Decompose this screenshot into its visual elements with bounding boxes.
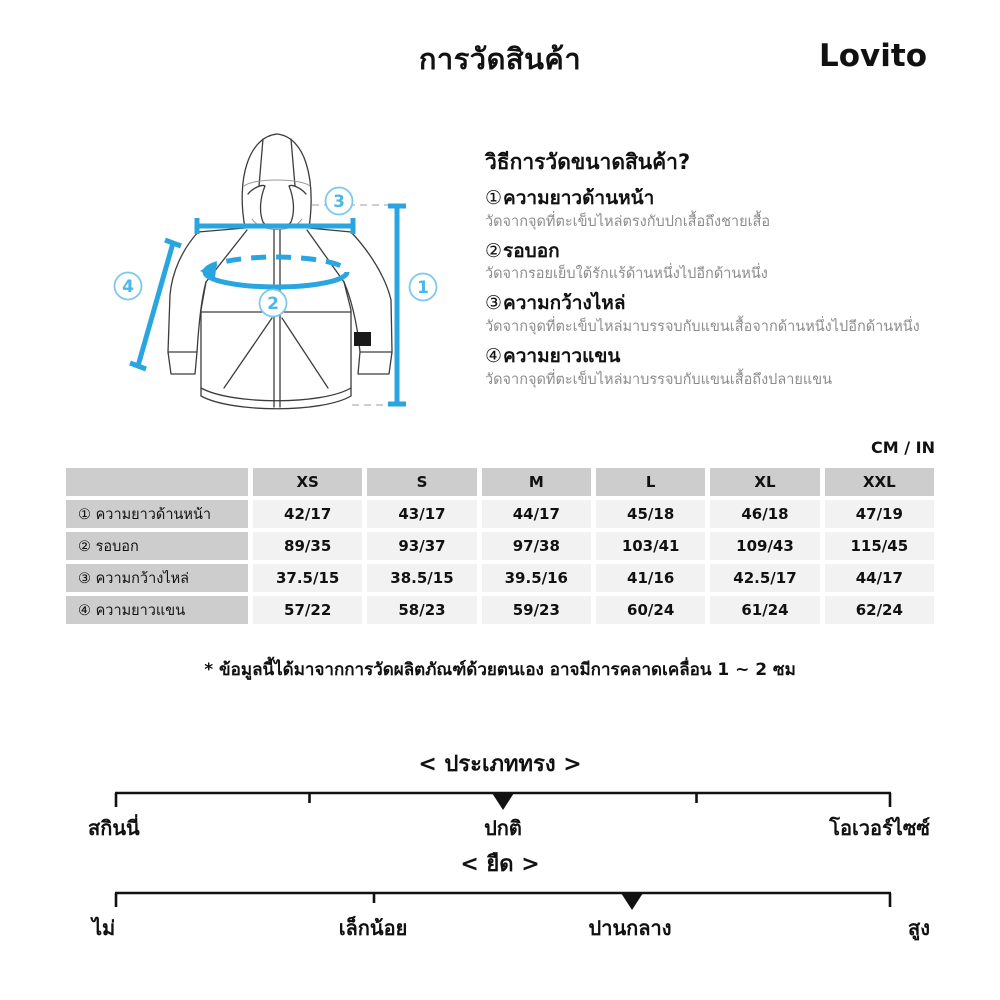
instruction-desc: วัดจากจุดที่ตะเข็บไหล่มาบรรจบกับแขนเสื้อจากด้านหนึ่งไปอีกด้านหนึ่ง — [485, 318, 920, 335]
size-value: 109/43 — [710, 532, 819, 560]
size-value: 42.5/17 — [710, 564, 819, 592]
size-value: 46/18 — [710, 500, 819, 528]
measurement-disclaimer-note: * ข้อมูลนี้ได้มาจากการวัดผลิตภัณฑ์ด้วยตนเอง อาจมีการคลาดเคลื่อน 1 ~ 2 ซม — [204, 660, 796, 680]
instruction-item-1 — [485, 187, 935, 232]
extension-dashed-lines — [312, 205, 399, 405]
fit-marker — [492, 793, 514, 810]
measure-marker-2 — [260, 290, 287, 317]
fit-label-regular: ปกติ — [484, 816, 522, 840]
size-column-header: S — [367, 468, 476, 496]
fit-label-skinny: สกินนี่ — [88, 816, 140, 840]
size-value: 62/24 — [825, 596, 934, 624]
stretch-label-high: สูง — [908, 916, 930, 940]
size-value: 45/18 — [596, 500, 705, 528]
stretch-label-slight: เล็กน้อย — [338, 916, 408, 940]
size-value: 43/17 — [367, 500, 476, 528]
instruction-title: ②รอบอก — [485, 239, 560, 262]
row-label: ② รอบอก — [66, 532, 248, 560]
jacket-measurement-diagram — [95, 110, 475, 450]
stretch-scale-title: < ยืด > — [460, 852, 540, 877]
size-value: 93/37 — [367, 532, 476, 560]
svg-text:2: 2 — [267, 294, 279, 314]
stretch-scale-axis — [113, 890, 893, 916]
row-label: ④ ความยาวแขน — [66, 596, 248, 624]
svg-text:1: 1 — [417, 278, 429, 298]
measure-marker-4 — [115, 273, 142, 300]
page-title: การวัดสินค้า — [418, 42, 582, 76]
size-value: 115/45 — [825, 532, 934, 560]
chest-measure-ellipse — [205, 257, 347, 287]
instruction-title: ③ความกว้างไหล่ — [485, 292, 626, 315]
size-value: 60/24 — [596, 596, 705, 624]
size-value: 61/24 — [710, 596, 819, 624]
stretch-label-none: ไม่ — [92, 916, 116, 940]
size-value: 97/38 — [482, 532, 591, 560]
instruction-title: ④ความยาวแขน — [485, 344, 621, 367]
size-column-header: XS — [253, 468, 362, 496]
size-column-header: M — [482, 468, 591, 496]
circled-number: ④ — [485, 344, 503, 367]
size-value: 57/22 — [253, 596, 362, 624]
table-row-sleeve-length — [66, 596, 934, 624]
size-value: 58/23 — [367, 596, 476, 624]
fit-label-oversize: โอเวอร์ไซซ์ — [829, 816, 930, 840]
circled-number: ① — [485, 187, 503, 209]
measure-marker-3 — [326, 188, 353, 215]
size-value: 44/17 — [825, 564, 934, 592]
measure-marker-1 — [410, 274, 437, 301]
table-row-front-length — [66, 500, 934, 528]
table-row-shoulder-width — [66, 564, 934, 592]
fit-scale-title: < ประเภททรง > — [418, 752, 582, 777]
size-value: 59/23 — [482, 596, 591, 624]
instruction-title: ①ความยาวด้านหน้า — [485, 187, 655, 209]
size-value: 41/16 — [596, 564, 705, 592]
size-value: 39.5/16 — [482, 564, 591, 592]
size-value: 103/41 — [596, 532, 705, 560]
shoulder-measure-line — [197, 218, 353, 234]
svg-text:4: 4 — [122, 277, 134, 297]
sleeve-measure-line — [130, 240, 181, 369]
instruction-desc: วัดจากจุดที่ตะเข็บไหล่มาบรรจบกับแขนเสื้อถึงปลายแขน — [485, 371, 833, 388]
measure-instructions — [485, 146, 935, 389]
size-table-header-row — [66, 468, 934, 496]
instruction-item-4 — [485, 345, 935, 390]
size-value: 89/35 — [253, 532, 362, 560]
brand-logo: Lovito — [818, 38, 927, 74]
row-label: ① ความยาวด้านหน้า — [66, 500, 248, 528]
size-value: 47/19 — [825, 500, 934, 528]
size-value: 38.5/15 — [367, 564, 476, 592]
size-column-header: XXL — [825, 468, 934, 496]
units-label: CM / IN — [871, 438, 935, 457]
svg-text:3: 3 — [333, 192, 345, 212]
stretch-marker — [621, 893, 643, 910]
size-value: 37.5/15 — [253, 564, 362, 592]
table-row-chest — [66, 532, 934, 560]
size-column-header: L — [596, 468, 705, 496]
instruction-desc: วัดจากจุดที่ตะเข็บไหล่ตรงกับปกเสื้อถึงชายเสื้อ — [485, 213, 771, 230]
instruction-desc: วัดจากรอยเย็บใต้รักแร้ด้านหนึ่งไปอีกด้านหนึ่ง — [485, 266, 768, 283]
size-value: 44/17 — [482, 500, 591, 528]
sleeve-brand-tag — [354, 332, 371, 346]
size-value: 42/17 — [253, 500, 362, 528]
row-label: ③ ความกว้างไหล่ — [66, 564, 248, 592]
instruction-item-2 — [485, 240, 935, 285]
instruction-item-3 — [485, 292, 935, 337]
size-column-header: XL — [710, 468, 819, 496]
circled-number: ③ — [485, 292, 503, 315]
stretch-label-medium: ปานกลาง — [588, 916, 672, 940]
circled-number: ② — [485, 239, 503, 262]
instructions-heading: วิธีการวัดขนาดสินค้า? — [485, 150, 691, 174]
table-corner-cell — [66, 468, 248, 496]
size-table — [61, 464, 939, 628]
